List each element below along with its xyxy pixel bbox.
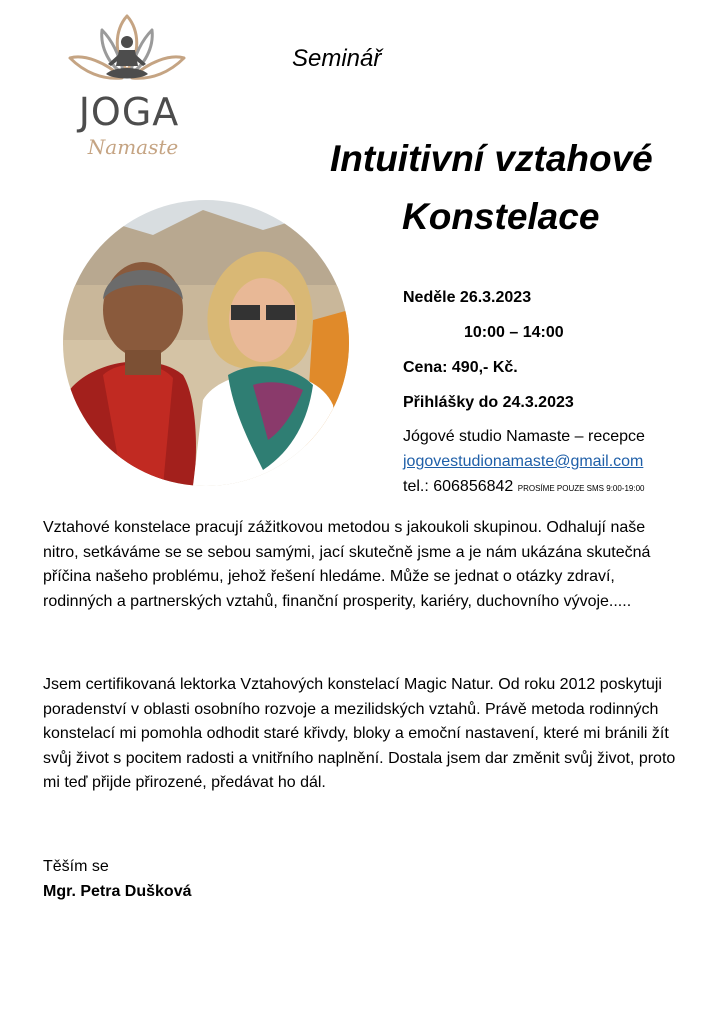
registration-deadline: Přihlášky do 24.3.2023 <box>403 394 574 411</box>
contact-phone <box>403 478 645 496</box>
logo-script-text: Namaste <box>87 135 179 159</box>
title-line-1: Intuitivní vztahové <box>330 138 653 179</box>
event-time: 10:00 – 14:00 <box>464 324 564 341</box>
contact-email-link[interactable]: jogovestudionamaste@gmail.com <box>403 453 644 470</box>
photo-illustration <box>63 200 349 486</box>
description-paragraph-2: Jsem certifikovaná lektorka Vztahových konstelací Magic Natur. Od roku 2012 poskytuji poradenství v oblasti osobního rozvoje a mezilidských vztahů. Právě metoda rodinných konstelací mi pomohla odhodit staré křivdy, bloky a emoční nastavení, které mi bránili žít svůj život s pocitem radosti a vnitřního naplnění. Dostala jsem dar změnit svůj život, proto mi teď přijde přirozené, předávat ho dál. <box>43 676 676 792</box>
event-date: Neděle 26.3.2023 <box>403 289 532 306</box>
description-paragraph-1: Vztahové konstelace pracují zážitkovou metodou s jakoukoli skupinou. Odhalují naše nitro, setkáváme se se sebou samými, jací skutečně jsme a je nám ukázána skutečná příčina našeho problému, jehož řešení hledáme. Může se jednat o otázky zdraví, rodinných a partnerských vztahů, finanční prosperity, kariéry, duchovního vývoje..... <box>43 519 651 610</box>
closing-greeting: Těším se <box>43 858 109 875</box>
title-line-2: Konstelace <box>402 196 600 237</box>
portrait-photo <box>63 200 349 486</box>
logo-wordmark: JOGA <box>78 90 180 134</box>
author-signature: Mgr. Petra Dušková <box>43 883 192 900</box>
seminar-label: Seminář <box>292 45 382 72</box>
phone-note: PROSÍME POUZE SMS 9:00-19:00 <box>517 484 645 493</box>
phone-number: tel.: 606856842 <box>403 478 514 495</box>
event-price: Cena: 490,- Kč. <box>403 359 518 376</box>
studio-name: Jógové studio Namaste – recepce <box>403 428 645 445</box>
